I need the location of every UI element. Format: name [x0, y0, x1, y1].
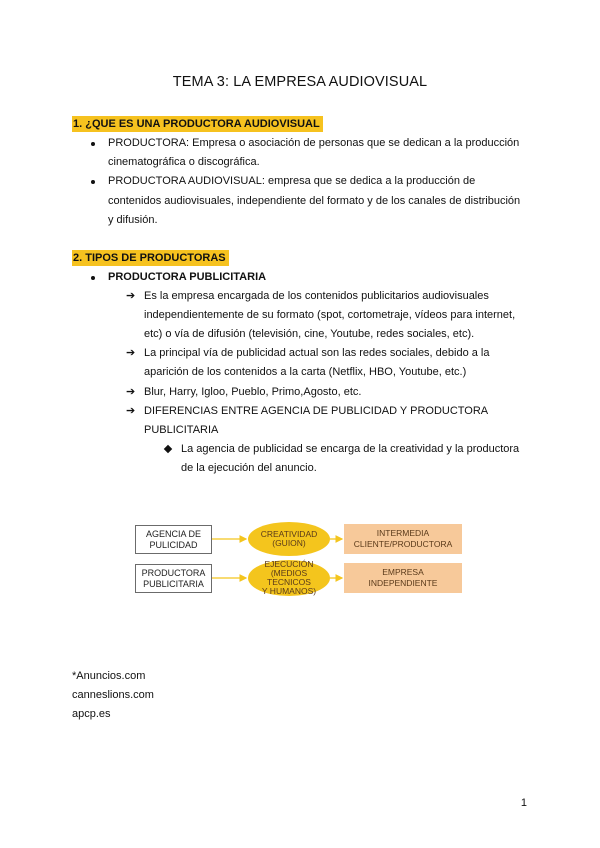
text-line: DIFERENCIAS ENTRE AGENCIA DE PUBLICIDAD Y PRODUCTORA [144, 405, 489, 417]
text-line: independientemente de su formato (spot, cortometraje, vídeos para internet, [144, 309, 516, 321]
ellipse-ejecucion [248, 560, 330, 596]
box-empresa-independiente [344, 563, 462, 593]
box-label: PRODUCTORA [141, 567, 206, 578]
text-line: aparición de los contenidos a la carta (Netflix, HBO, Youtube, etc.) [144, 366, 467, 378]
source-line: canneslions.com [72, 689, 154, 701]
section-2-heading: 2. TIPOS DE PRODUCTORAS [72, 250, 229, 266]
ellipse-label: Y HUMANOS) [261, 586, 317, 596]
text-line: PRODUCTORA AUDIOVISUAL: empresa que se dedica a la producción de [108, 175, 476, 187]
ellipse-label: EJECUCIÓN [264, 559, 314, 569]
box-label: INDEPENDIENTE [368, 578, 438, 588]
box-agencia-publicidad [135, 525, 212, 554]
ellipse-label: (GUION) [272, 538, 306, 548]
text-line: etc) o vía de difusión (televisión, cine, Youtube, redes sociales, etc). [144, 328, 475, 340]
source-line: *Anuncios.com [72, 670, 146, 682]
text-line: La principal vía de publicidad actual son las redes sociales, debido a la [144, 347, 490, 359]
text-line: La agencia de publicidad se encarga de la creatividad y la productora [181, 443, 520, 455]
text-line: de la ejecución del anuncio. [181, 462, 317, 474]
ellipse-label: CREATIVIDAD [260, 529, 318, 539]
box-label: EMPRESA [382, 567, 424, 577]
arrow-bullet-icon: ➔ [126, 290, 136, 302]
text-line: contenidos audiovisuales, independiente del formato y de los canales de distribución [108, 195, 521, 207]
ellipse-creatividad [248, 522, 330, 556]
text-line: cinematográfica o discográfica. [108, 156, 260, 168]
box-label: INTERMEDIA [376, 528, 430, 538]
subheading-productora-publicitaria: PRODUCTORA PUBLICITARIA [108, 271, 267, 283]
page-title: TEMA 3: LA EMPRESA AUDIOVISUAL [172, 74, 428, 90]
box-label: PULICIDAD [149, 539, 198, 550]
arrow-bullet-icon: ➔ [126, 405, 136, 417]
ellipse-label: (MEDIOS TECNICOS [267, 568, 311, 587]
source-line: apcp.es [72, 708, 111, 720]
section-1-heading: 1. ¿QUE ES UNA PRODUCTORA AUDIOVISUAL [72, 116, 323, 132]
box-intermedia [344, 524, 462, 554]
text-line: PRODUCTORA: Empresa o asociación de personas que se dedican a la producción [108, 137, 520, 149]
text-line: y difusión. [108, 214, 158, 226]
arrow-bullet-icon: ➔ [126, 347, 136, 359]
arrow-bullet-icon: ➔ [126, 386, 136, 398]
box-label: CLIENTE/PRODUCTORA [353, 539, 453, 549]
text-line: Es la empresa encargada de los contenidos publicitarios audiovisuales [144, 290, 489, 302]
box-productora-publicitaria [135, 564, 212, 593]
box-label: AGENCIA DE [145, 528, 201, 539]
text-line: Blur, Harry, Igloo, Pueblo, Primo,Agosto, etc. [144, 386, 362, 398]
page-number: 1 [520, 797, 527, 809]
text-line: PUBLICITARIA [144, 424, 219, 436]
box-label: PUBLICITARIA [143, 578, 204, 589]
